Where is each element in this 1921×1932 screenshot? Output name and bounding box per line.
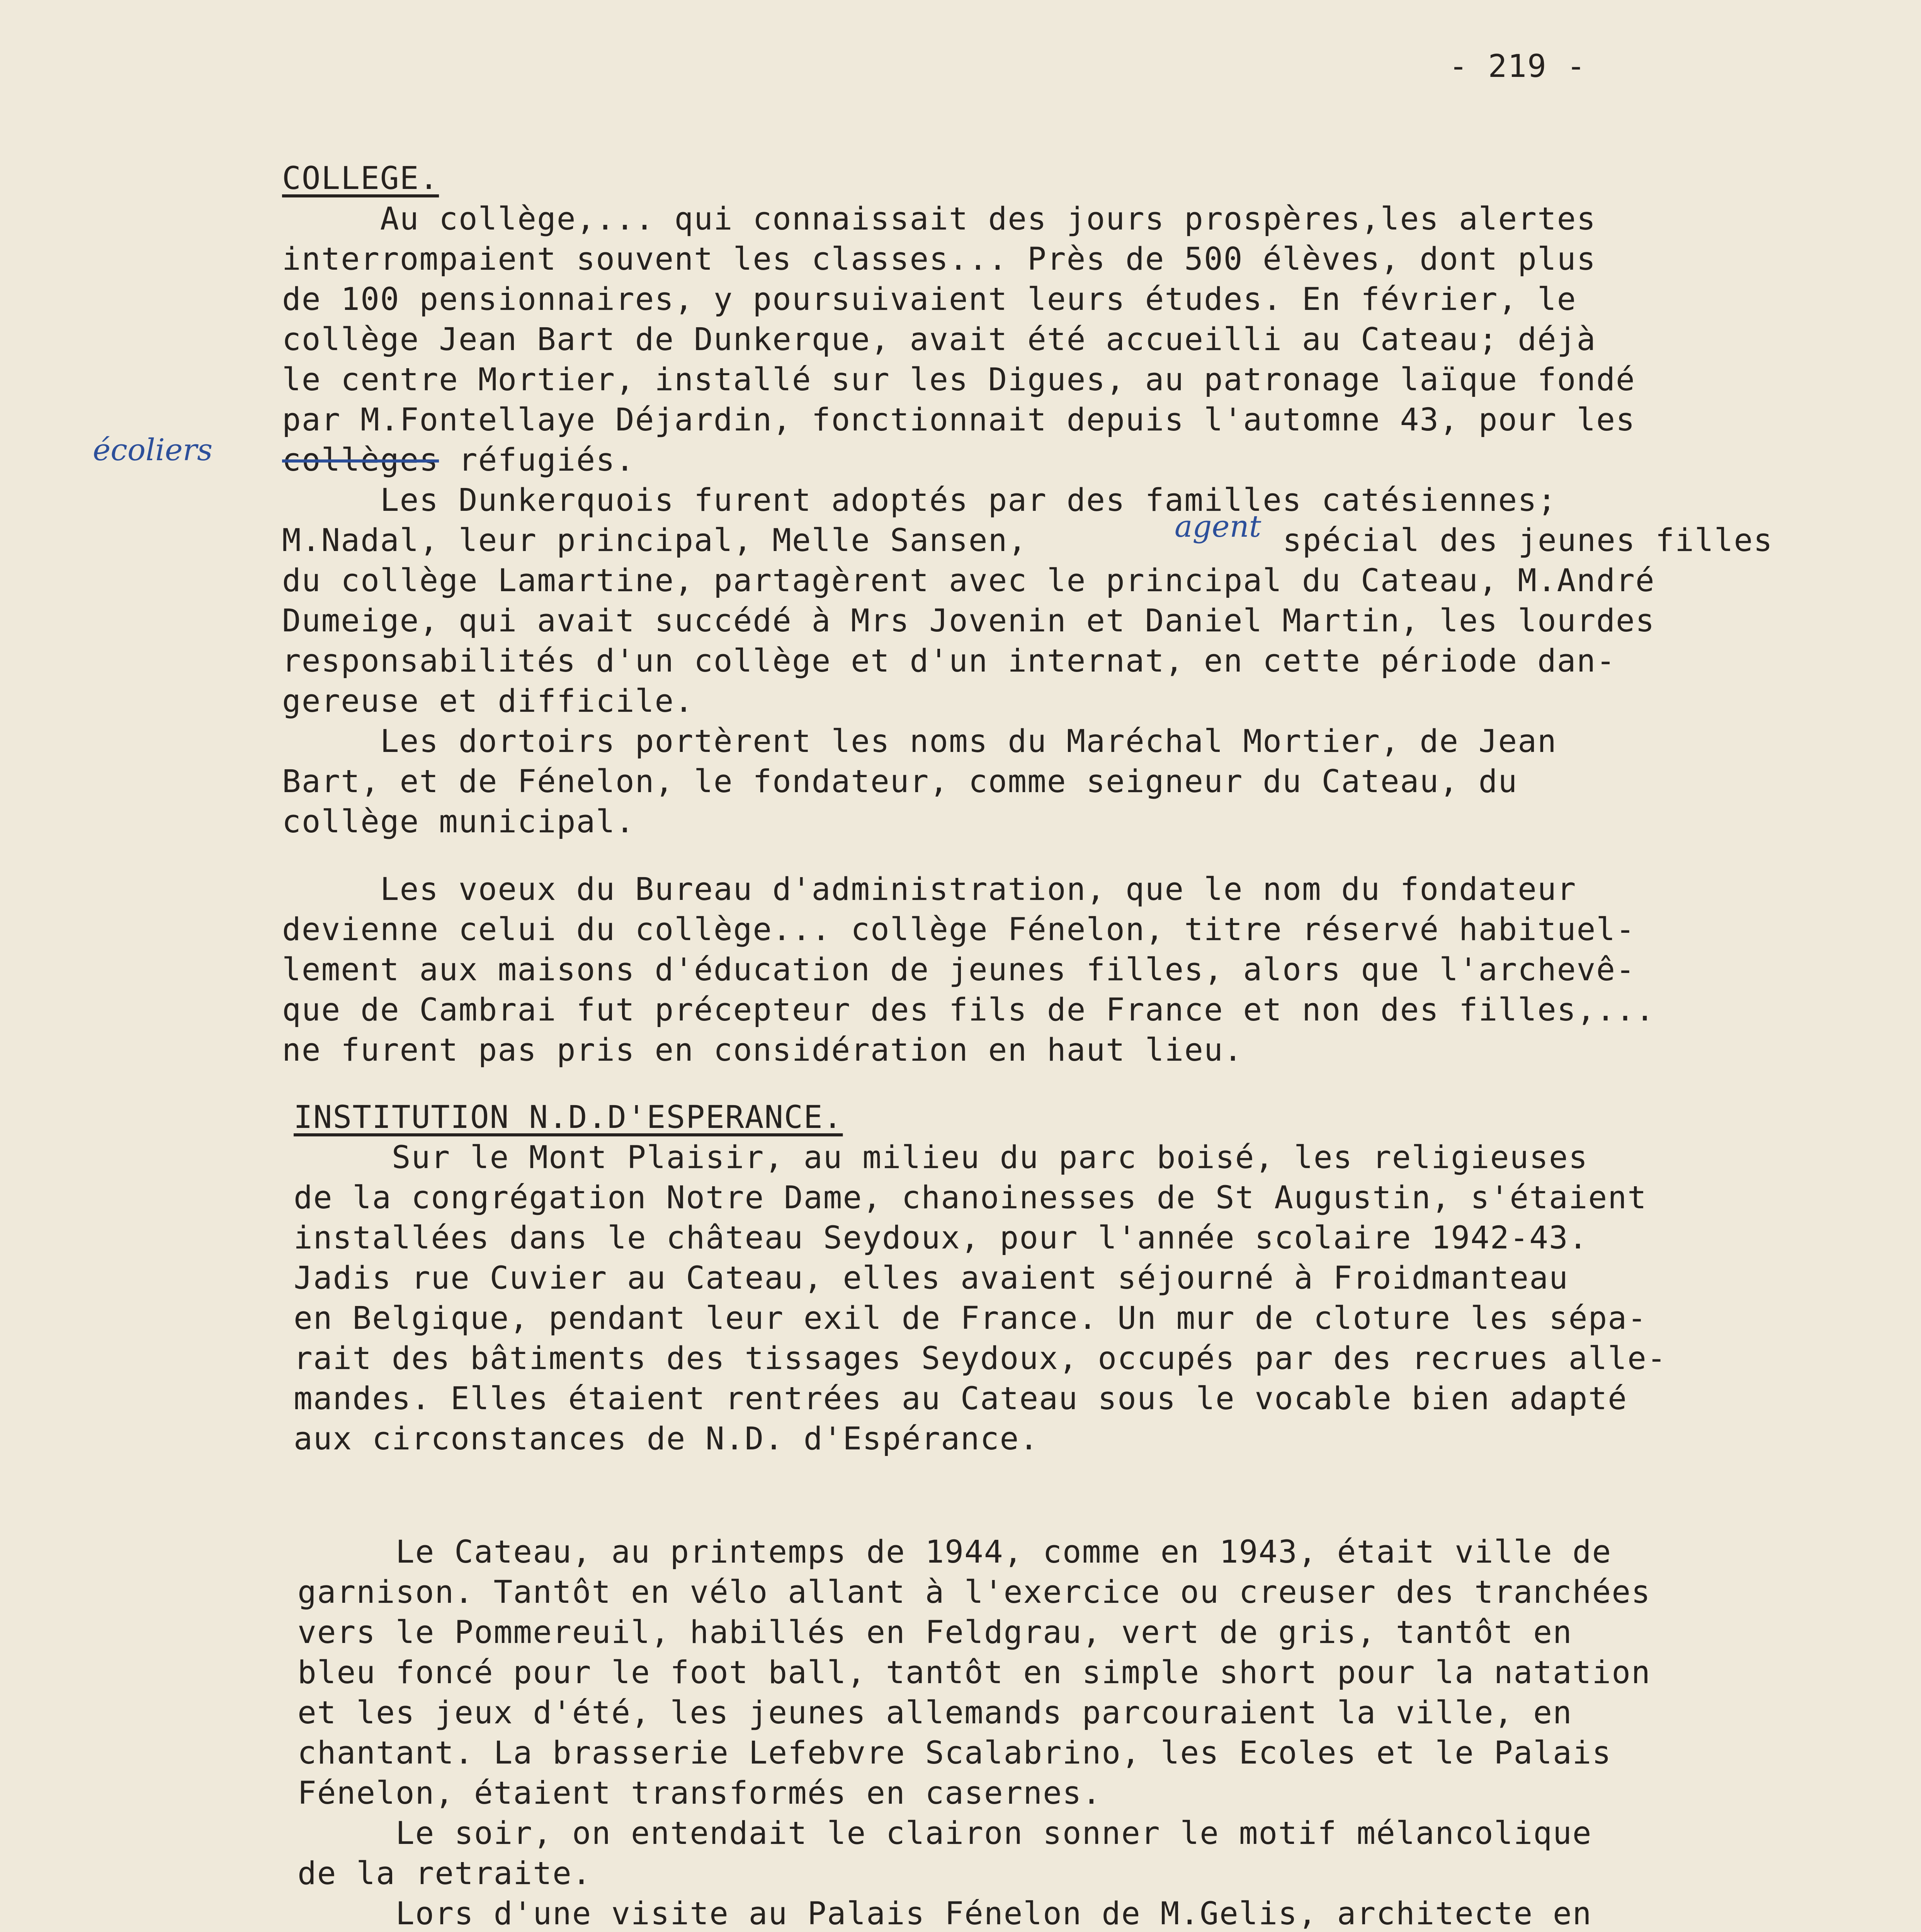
text-line: de la congrégation Notre Dame, chanoinesses de St Augustin, s'étaient [294,1180,1647,1216]
text-line: spécial des jeunes filles [1283,522,1773,559]
text-line: interrompaient souvent les classes... Près de 500 élèves, dont plus [282,241,1596,277]
text-line: du collège Lamartine, partagèrent avec le principal du Cateau, M.André [282,563,1655,599]
text-line: Dumeige, qui avait succédé à Mrs Jovenin et Daniel Martin, les lourdes [282,603,1655,639]
text-line: garnison. Tantôt en vélo allant à l'exercice ou creuser des tranchées [298,1574,1651,1611]
margin-note-handwritten: écoliers [93,433,213,468]
text-line: chantant. La brasserie Lefebvre Scalabrino, les Ecoles et le Palais [298,1735,1612,1771]
text-line: de 100 pensionnaires, y poursuivaient leurs études. En février, le [282,281,1577,318]
text-line: bleu foncé pour le foot ball, tantôt en simple short pour la natation [298,1655,1651,1691]
text-line: rait des bâtiments des tissages Seydoux, occupés par des recrues alle- [294,1340,1667,1377]
text-line: Fénelon, étaient transformés en casernes. [298,1775,1102,1811]
text-line: responsabilités d'un collège et d'un internat, en cette période dan- [282,643,1616,679]
text-line: le centre Mortier, installé sur les Digues, au patronage laïque fondé [282,362,1635,398]
text-line: devienne celui du collège... collège Fénelon, titre réservé habituel- [282,912,1635,948]
text-line: Jadis rue Cuvier au Cateau, elles avaient séjourné à Froidmanteau [294,1260,1569,1296]
text-line: Bart, et de Fénelon, le fondateur, comme seigneur du Cateau, du [282,764,1518,800]
page-number: - 219 - [1449,48,1586,85]
text-line: collège municipal. [282,804,635,840]
text-line [282,440,635,480]
text-line: que de Cambrai fut précepteur des fils de France et non des filles,... [282,992,1655,1028]
text-line: installées dans le château Seydoux, pour l'année scolaire 1942-43. [294,1220,1588,1256]
text-line: Les voeux du Bureau d'administration, que le nom du fondateur [282,871,1577,908]
text-line: Lors d'une visite au Palais Fénelon de M.Gelis, architecte en [298,1896,1592,1932]
text-line-rest: réfugiés. [439,442,635,478]
text-line: Les dortoirs portèrent les noms du Maréchal Mortier, de Jean [282,723,1557,760]
text-line: vers le Pommereuil, habillés en Feldgrau, vert de gris, tantôt en [298,1614,1572,1651]
text-line: Le Cateau, au printemps de 1944, comme en 1943, était ville de [298,1534,1612,1570]
text-line: mandes. Elles étaient rentrées au Cateau sous le vocable bien adapté [294,1381,1628,1417]
text-line: Le soir, on entendait le clairon sonner le motif mélancolique [298,1815,1592,1852]
heading-institution: INSTITUTION N.D.D'ESPERANCE. [294,1099,843,1136]
text-line: Les Dunkerquois furent adoptés par des familles catésiennes; [282,482,1557,519]
text-line: et les jeux d'été, les jeunes allemands parcouraient la ville, en [298,1695,1572,1731]
struck-word: collèges [282,442,439,478]
text-line: aux circonstances de N.D. d'Espérance. [294,1421,1039,1457]
text-line: lement aux maisons d'éducation de jeunes filles, alors que l'archevê- [282,952,1635,988]
text-line: Sur le Mont Plaisir, au milieu du parc boisé, les religieuses [294,1139,1588,1176]
text-line: de la retraite. [298,1855,592,1892]
text-line: Au collège,... qui connaissait des jours prospères,les alertes [282,201,1596,237]
text-line: collège Jean Bart de Dunkerque, avait été accueilli au Cateau; déjà [282,321,1596,358]
text-line: en Belgique, pendant leur exil de France. Un mur de cloture les sépa- [294,1300,1647,1337]
handwritten-insert: agent [1175,509,1261,544]
text-line: ne furent pas pris en considération en haut lieu. [282,1032,1243,1068]
text-line: M.Nadal, leur principal, Melle Sansen, [282,522,1028,559]
text-line: par M.Fontellaye Déjardin, fonctionnait depuis l'automne 43, pour les [282,402,1635,438]
heading-college: COLLEGE. [282,160,439,197]
text-line: gereuse et difficile. [282,683,694,719]
